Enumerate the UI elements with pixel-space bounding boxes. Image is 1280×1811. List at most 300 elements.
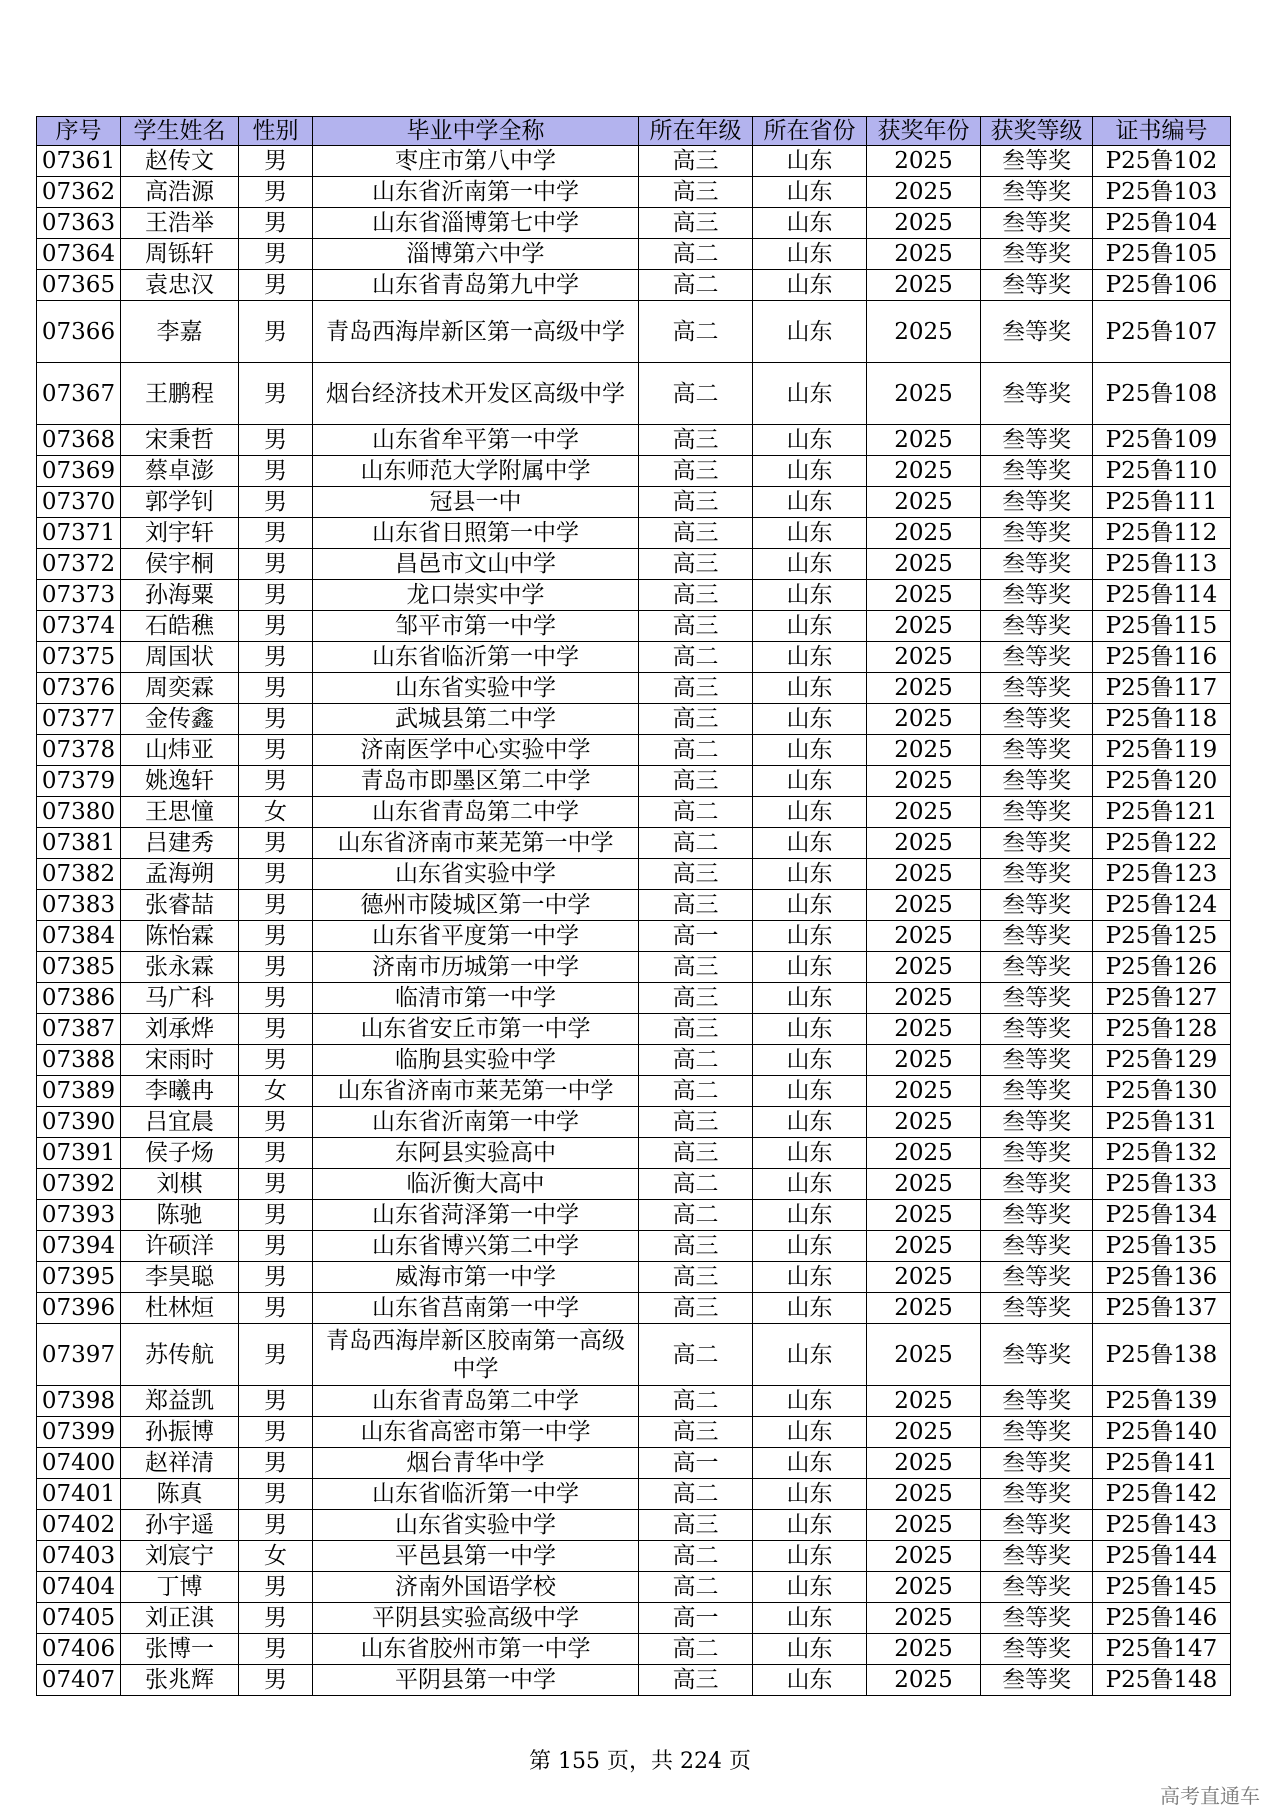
school-cell: 龙口崇实中学 (313, 580, 639, 611)
serial-cell: 07390 (37, 1107, 121, 1138)
gender-cell: 男 (239, 208, 313, 239)
gender-cell: 男 (239, 270, 313, 301)
province-cell: 山东 (753, 1417, 867, 1448)
grade-cell: 高二 (639, 1324, 753, 1386)
certificate-cell: P25鲁121 (1093, 797, 1231, 828)
name-cell: 马广科 (121, 983, 239, 1014)
grade-cell: 高二 (639, 1045, 753, 1076)
certificate-cell: P25鲁137 (1093, 1293, 1231, 1324)
year-cell: 2025 (867, 1107, 981, 1138)
province-cell: 山东 (753, 859, 867, 890)
table-row (37, 766, 1231, 797)
gender-cell: 男 (239, 1231, 313, 1262)
grade-cell: 高三 (639, 611, 753, 642)
serial-cell: 07385 (37, 952, 121, 983)
level-cell: 叁等奖 (981, 1634, 1093, 1665)
gender-cell: 女 (239, 1076, 313, 1107)
gender-cell: 男 (239, 177, 313, 208)
name-cell: 陈驰 (121, 1200, 239, 1231)
certificate-cell: P25鲁130 (1093, 1076, 1231, 1107)
table-header-row (37, 117, 1231, 146)
level-cell: 叁等奖 (981, 735, 1093, 766)
table-row (37, 1324, 1231, 1386)
level-cell: 叁等奖 (981, 766, 1093, 797)
year-cell: 2025 (867, 1510, 981, 1541)
gender-cell: 男 (239, 735, 313, 766)
grade-cell: 高三 (639, 1293, 753, 1324)
level-cell: 叁等奖 (981, 952, 1093, 983)
certificate-cell: P25鲁132 (1093, 1138, 1231, 1169)
province-cell: 山东 (753, 239, 867, 270)
province-cell: 山东 (753, 1448, 867, 1479)
table-row (37, 425, 1231, 456)
name-cell: 郑益凯 (121, 1386, 239, 1417)
table-row (37, 1262, 1231, 1293)
gender-cell: 男 (239, 828, 313, 859)
name-cell: 张睿喆 (121, 890, 239, 921)
province-cell: 山东 (753, 1262, 867, 1293)
level-cell: 叁等奖 (981, 797, 1093, 828)
year-cell: 2025 (867, 146, 981, 177)
level-cell: 叁等奖 (981, 208, 1093, 239)
serial-cell: 07372 (37, 549, 121, 580)
serial-cell: 07396 (37, 1293, 121, 1324)
year-cell: 2025 (867, 1045, 981, 1076)
name-cell: 李曦冉 (121, 1076, 239, 1107)
table-row (37, 1045, 1231, 1076)
serial-cell: 07399 (37, 1417, 121, 1448)
serial-cell: 07362 (37, 177, 121, 208)
level-cell: 叁等奖 (981, 1169, 1093, 1200)
certificate-cell: P25鲁104 (1093, 208, 1231, 239)
column-header: 性别 (239, 117, 313, 146)
province-cell: 山东 (753, 1200, 867, 1231)
column-header: 所在年级 (639, 117, 753, 146)
name-cell: 孙海粟 (121, 580, 239, 611)
certificate-cell: P25鲁133 (1093, 1169, 1231, 1200)
school-cell: 山东省青岛第二中学 (313, 1386, 639, 1417)
certificate-cell: P25鲁107 (1093, 301, 1231, 363)
name-cell: 刘正淇 (121, 1603, 239, 1634)
serial-cell: 07392 (37, 1169, 121, 1200)
school-cell: 山东省菏泽第一中学 (313, 1200, 639, 1231)
school-cell: 武城县第二中学 (313, 704, 639, 735)
school-cell: 临清市第一中学 (313, 983, 639, 1014)
certificate-cell: P25鲁117 (1093, 673, 1231, 704)
grade-cell: 高二 (639, 1634, 753, 1665)
grade-cell: 高三 (639, 1138, 753, 1169)
serial-cell: 07379 (37, 766, 121, 797)
year-cell: 2025 (867, 487, 981, 518)
certificate-cell: P25鲁134 (1093, 1200, 1231, 1231)
school-cell: 平阴县第一中学 (313, 1665, 639, 1696)
province-cell: 山东 (753, 1138, 867, 1169)
year-cell: 2025 (867, 208, 981, 239)
name-cell: 周奕霖 (121, 673, 239, 704)
level-cell: 叁等奖 (981, 1324, 1093, 1386)
certificate-cell: P25鲁106 (1093, 270, 1231, 301)
grade-cell: 高二 (639, 1479, 753, 1510)
table-row (37, 1603, 1231, 1634)
table-row (37, 1634, 1231, 1665)
certificate-cell: P25鲁146 (1093, 1603, 1231, 1634)
grade-cell: 高三 (639, 1231, 753, 1262)
certificate-cell: P25鲁124 (1093, 890, 1231, 921)
table-row (37, 642, 1231, 673)
table-row (37, 1293, 1231, 1324)
province-cell: 山东 (753, 642, 867, 673)
certificate-cell: P25鲁139 (1093, 1386, 1231, 1417)
certificate-cell: P25鲁128 (1093, 1014, 1231, 1045)
gender-cell: 男 (239, 1572, 313, 1603)
table-row (37, 177, 1231, 208)
table-row (37, 1386, 1231, 1417)
province-cell: 山东 (753, 1541, 867, 1572)
serial-cell: 07400 (37, 1448, 121, 1479)
year-cell: 2025 (867, 1448, 981, 1479)
table-row (37, 611, 1231, 642)
level-cell: 叁等奖 (981, 1293, 1093, 1324)
certificate-cell: P25鲁112 (1093, 518, 1231, 549)
school-cell: 山东省莒南第一中学 (313, 1293, 639, 1324)
grade-cell: 高三 (639, 146, 753, 177)
grade-cell: 高二 (639, 1386, 753, 1417)
table-row (37, 1169, 1231, 1200)
level-cell: 叁等奖 (981, 921, 1093, 952)
province-cell: 山东 (753, 270, 867, 301)
province-cell: 山东 (753, 1169, 867, 1200)
serial-cell: 07363 (37, 208, 121, 239)
certificate-cell: P25鲁108 (1093, 363, 1231, 425)
province-cell: 山东 (753, 983, 867, 1014)
serial-cell: 07401 (37, 1479, 121, 1510)
certificate-cell: P25鲁129 (1093, 1045, 1231, 1076)
year-cell: 2025 (867, 890, 981, 921)
certificate-cell: P25鲁138 (1093, 1324, 1231, 1386)
year-cell: 2025 (867, 1231, 981, 1262)
serial-cell: 07366 (37, 301, 121, 363)
province-cell: 山东 (753, 146, 867, 177)
school-cell: 山东省淄博第七中学 (313, 208, 639, 239)
name-cell: 金传鑫 (121, 704, 239, 735)
province-cell: 山东 (753, 549, 867, 580)
column-header: 毕业中学全称 (313, 117, 639, 146)
level-cell: 叁等奖 (981, 1076, 1093, 1107)
year-cell: 2025 (867, 952, 981, 983)
level-cell: 叁等奖 (981, 1603, 1093, 1634)
gender-cell: 男 (239, 952, 313, 983)
gender-cell: 男 (239, 580, 313, 611)
certificate-cell: P25鲁127 (1093, 983, 1231, 1014)
level-cell: 叁等奖 (981, 828, 1093, 859)
table-row (37, 1479, 1231, 1510)
province-cell: 山东 (753, 1634, 867, 1665)
gender-cell: 男 (239, 549, 313, 580)
table-row (37, 952, 1231, 983)
certificate-cell: P25鲁140 (1093, 1417, 1231, 1448)
province-cell: 山东 (753, 1231, 867, 1262)
name-cell: 李嘉 (121, 301, 239, 363)
gender-cell: 男 (239, 456, 313, 487)
name-cell: 郭学钊 (121, 487, 239, 518)
year-cell: 2025 (867, 673, 981, 704)
table-body (37, 146, 1231, 1696)
certificate-cell: P25鲁116 (1093, 642, 1231, 673)
table-row (37, 1138, 1231, 1169)
level-cell: 叁等奖 (981, 1448, 1093, 1479)
province-cell: 山东 (753, 363, 867, 425)
gender-cell: 男 (239, 890, 313, 921)
table-row (37, 921, 1231, 952)
serial-cell: 07407 (37, 1665, 121, 1696)
school-cell: 邹平市第一中学 (313, 611, 639, 642)
gender-cell: 男 (239, 239, 313, 270)
column-header: 获奖年份 (867, 117, 981, 146)
name-cell: 杜林烜 (121, 1293, 239, 1324)
year-cell: 2025 (867, 1634, 981, 1665)
grade-cell: 高三 (639, 704, 753, 735)
serial-cell: 07384 (37, 921, 121, 952)
table-row (37, 1014, 1231, 1045)
gender-cell: 男 (239, 1014, 313, 1045)
table-row (37, 518, 1231, 549)
certificate-cell: P25鲁125 (1093, 921, 1231, 952)
serial-cell: 07380 (37, 797, 121, 828)
certificate-cell: P25鲁113 (1093, 549, 1231, 580)
grade-cell: 高三 (639, 208, 753, 239)
school-cell: 烟台青华中学 (313, 1448, 639, 1479)
year-cell: 2025 (867, 301, 981, 363)
grade-cell: 高二 (639, 1541, 753, 1572)
province-cell: 山东 (753, 890, 867, 921)
certificate-cell: P25鲁102 (1093, 146, 1231, 177)
name-cell: 侯子炀 (121, 1138, 239, 1169)
grade-cell: 高三 (639, 518, 753, 549)
school-cell: 临沂衡大高中 (313, 1169, 639, 1200)
certificate-cell: P25鲁145 (1093, 1572, 1231, 1603)
serial-cell: 07367 (37, 363, 121, 425)
certificate-cell: P25鲁118 (1093, 704, 1231, 735)
year-cell: 2025 (867, 1572, 981, 1603)
table-row (37, 1510, 1231, 1541)
year-cell: 2025 (867, 1417, 981, 1448)
table-row (37, 239, 1231, 270)
year-cell: 2025 (867, 642, 981, 673)
gender-cell: 男 (239, 642, 313, 673)
certificate-cell: P25鲁142 (1093, 1479, 1231, 1510)
table-row (37, 456, 1231, 487)
year-cell: 2025 (867, 580, 981, 611)
grade-cell: 高三 (639, 177, 753, 208)
school-cell: 山东省高密市第一中学 (313, 1417, 639, 1448)
certificate-cell: P25鲁141 (1093, 1448, 1231, 1479)
name-cell: 王浩举 (121, 208, 239, 239)
school-cell: 枣庄市第八中学 (313, 146, 639, 177)
province-cell: 山东 (753, 177, 867, 208)
certificate-cell: P25鲁131 (1093, 1107, 1231, 1138)
name-cell: 袁忠汉 (121, 270, 239, 301)
serial-cell: 07397 (37, 1324, 121, 1386)
year-cell: 2025 (867, 239, 981, 270)
certificate-cell: P25鲁143 (1093, 1510, 1231, 1541)
gender-cell: 男 (239, 1386, 313, 1417)
serial-cell: 07375 (37, 642, 121, 673)
grade-cell: 高三 (639, 425, 753, 456)
certificate-cell: P25鲁123 (1093, 859, 1231, 890)
gender-cell: 男 (239, 1293, 313, 1324)
page-footer: 第 155 页，共 224 页 (529, 1749, 751, 1774)
level-cell: 叁等奖 (981, 642, 1093, 673)
name-cell: 刘宸宁 (121, 1541, 239, 1572)
year-cell: 2025 (867, 1293, 981, 1324)
gender-cell: 男 (239, 704, 313, 735)
table-row (37, 1665, 1231, 1696)
certificate-cell: P25鲁111 (1093, 487, 1231, 518)
serial-cell: 07393 (37, 1200, 121, 1231)
name-cell: 孟海朔 (121, 859, 239, 890)
school-cell: 山东省胶州市第一中学 (313, 1634, 639, 1665)
year-cell: 2025 (867, 177, 981, 208)
province-cell: 山东 (753, 611, 867, 642)
level-cell: 叁等奖 (981, 1417, 1093, 1448)
school-cell: 青岛西海岸新区胶南第一高级中学 (313, 1324, 639, 1386)
school-cell: 冠县一中 (313, 487, 639, 518)
grade-cell: 高三 (639, 673, 753, 704)
gender-cell: 男 (239, 1634, 313, 1665)
year-cell: 2025 (867, 549, 981, 580)
province-cell: 山东 (753, 425, 867, 456)
serial-cell: 07370 (37, 487, 121, 518)
gender-cell: 男 (239, 1262, 313, 1293)
province-cell: 山东 (753, 456, 867, 487)
grade-cell: 高三 (639, 1262, 753, 1293)
level-cell: 叁等奖 (981, 1200, 1093, 1231)
table-row (37, 301, 1231, 363)
serial-cell: 07377 (37, 704, 121, 735)
gender-cell: 男 (239, 1417, 313, 1448)
name-cell: 吕建秀 (121, 828, 239, 859)
level-cell: 叁等奖 (981, 301, 1093, 363)
school-cell: 山东省实验中学 (313, 673, 639, 704)
table-row (37, 983, 1231, 1014)
grade-cell: 高二 (639, 1076, 753, 1107)
school-cell: 威海市第一中学 (313, 1262, 639, 1293)
province-cell: 山东 (753, 921, 867, 952)
school-cell: 山东省临沂第一中学 (313, 1479, 639, 1510)
school-cell: 山东省实验中学 (313, 859, 639, 890)
grade-cell: 高三 (639, 983, 753, 1014)
certificate-cell: P25鲁115 (1093, 611, 1231, 642)
level-cell: 叁等奖 (981, 1510, 1093, 1541)
gender-cell: 男 (239, 859, 313, 890)
certificate-cell: P25鲁120 (1093, 766, 1231, 797)
gender-cell: 男 (239, 425, 313, 456)
name-cell: 王鹏程 (121, 363, 239, 425)
serial-cell: 07383 (37, 890, 121, 921)
grade-cell: 高三 (639, 580, 753, 611)
level-cell: 叁等奖 (981, 1386, 1093, 1417)
grade-cell: 高三 (639, 859, 753, 890)
level-cell: 叁等奖 (981, 1231, 1093, 1262)
level-cell: 叁等奖 (981, 1572, 1093, 1603)
school-cell: 济南医学中心实验中学 (313, 735, 639, 766)
school-cell: 青岛市即墨区第二中学 (313, 766, 639, 797)
column-header: 获奖等级 (981, 117, 1093, 146)
grade-cell: 高三 (639, 766, 753, 797)
serial-cell: 07406 (37, 1634, 121, 1665)
serial-cell: 07398 (37, 1386, 121, 1417)
gender-cell: 男 (239, 363, 313, 425)
school-cell: 东阿县实验高中 (313, 1138, 639, 1169)
school-cell: 烟台经济技术开发区高级中学 (313, 363, 639, 425)
certificate-cell: P25鲁147 (1093, 1634, 1231, 1665)
name-cell: 陈怡霖 (121, 921, 239, 952)
certificate-cell: P25鲁103 (1093, 177, 1231, 208)
level-cell: 叁等奖 (981, 177, 1093, 208)
table-row (37, 1448, 1231, 1479)
province-cell: 山东 (753, 735, 867, 766)
gender-cell: 男 (239, 146, 313, 177)
gender-cell: 男 (239, 518, 313, 549)
school-cell: 德州市陵城区第一中学 (313, 890, 639, 921)
certificate-cell: P25鲁119 (1093, 735, 1231, 766)
level-cell: 叁等奖 (981, 673, 1093, 704)
level-cell: 叁等奖 (981, 1479, 1093, 1510)
name-cell: 许硕洋 (121, 1231, 239, 1262)
school-cell: 青岛西海岸新区第一高级中学 (313, 301, 639, 363)
school-cell: 山东省济南市莱芜第一中学 (313, 828, 639, 859)
name-cell: 张永霖 (121, 952, 239, 983)
table-row (37, 363, 1231, 425)
level-cell: 叁等奖 (981, 549, 1093, 580)
table-row (37, 270, 1231, 301)
serial-cell: 07376 (37, 673, 121, 704)
gender-cell: 男 (239, 673, 313, 704)
grade-cell: 高一 (639, 1603, 753, 1634)
grade-cell: 高二 (639, 642, 753, 673)
school-cell: 山东省青岛第九中学 (313, 270, 639, 301)
serial-cell: 07395 (37, 1262, 121, 1293)
year-cell: 2025 (867, 1479, 981, 1510)
name-cell: 刘宇轩 (121, 518, 239, 549)
name-cell: 李昊聪 (121, 1262, 239, 1293)
year-cell: 2025 (867, 1076, 981, 1107)
table-row (37, 580, 1231, 611)
serial-cell: 07361 (37, 146, 121, 177)
year-cell: 2025 (867, 1262, 981, 1293)
school-cell: 山东省实验中学 (313, 1510, 639, 1541)
gender-cell: 男 (239, 487, 313, 518)
gender-cell: 男 (239, 921, 313, 952)
name-cell: 丁博 (121, 1572, 239, 1603)
grade-cell: 高三 (639, 952, 753, 983)
serial-cell: 07365 (37, 270, 121, 301)
grade-cell: 高二 (639, 1200, 753, 1231)
certificate-cell: P25鲁144 (1093, 1541, 1231, 1572)
province-cell: 山东 (753, 1572, 867, 1603)
school-cell: 平邑县第一中学 (313, 1541, 639, 1572)
year-cell: 2025 (867, 363, 981, 425)
year-cell: 2025 (867, 735, 981, 766)
province-cell: 山东 (753, 208, 867, 239)
name-cell: 宋秉哲 (121, 425, 239, 456)
school-cell: 山东师范大学附属中学 (313, 456, 639, 487)
school-cell: 临朐县实验中学 (313, 1045, 639, 1076)
province-cell: 山东 (753, 580, 867, 611)
gender-cell: 男 (239, 1200, 313, 1231)
year-cell: 2025 (867, 704, 981, 735)
gender-cell: 男 (239, 611, 313, 642)
